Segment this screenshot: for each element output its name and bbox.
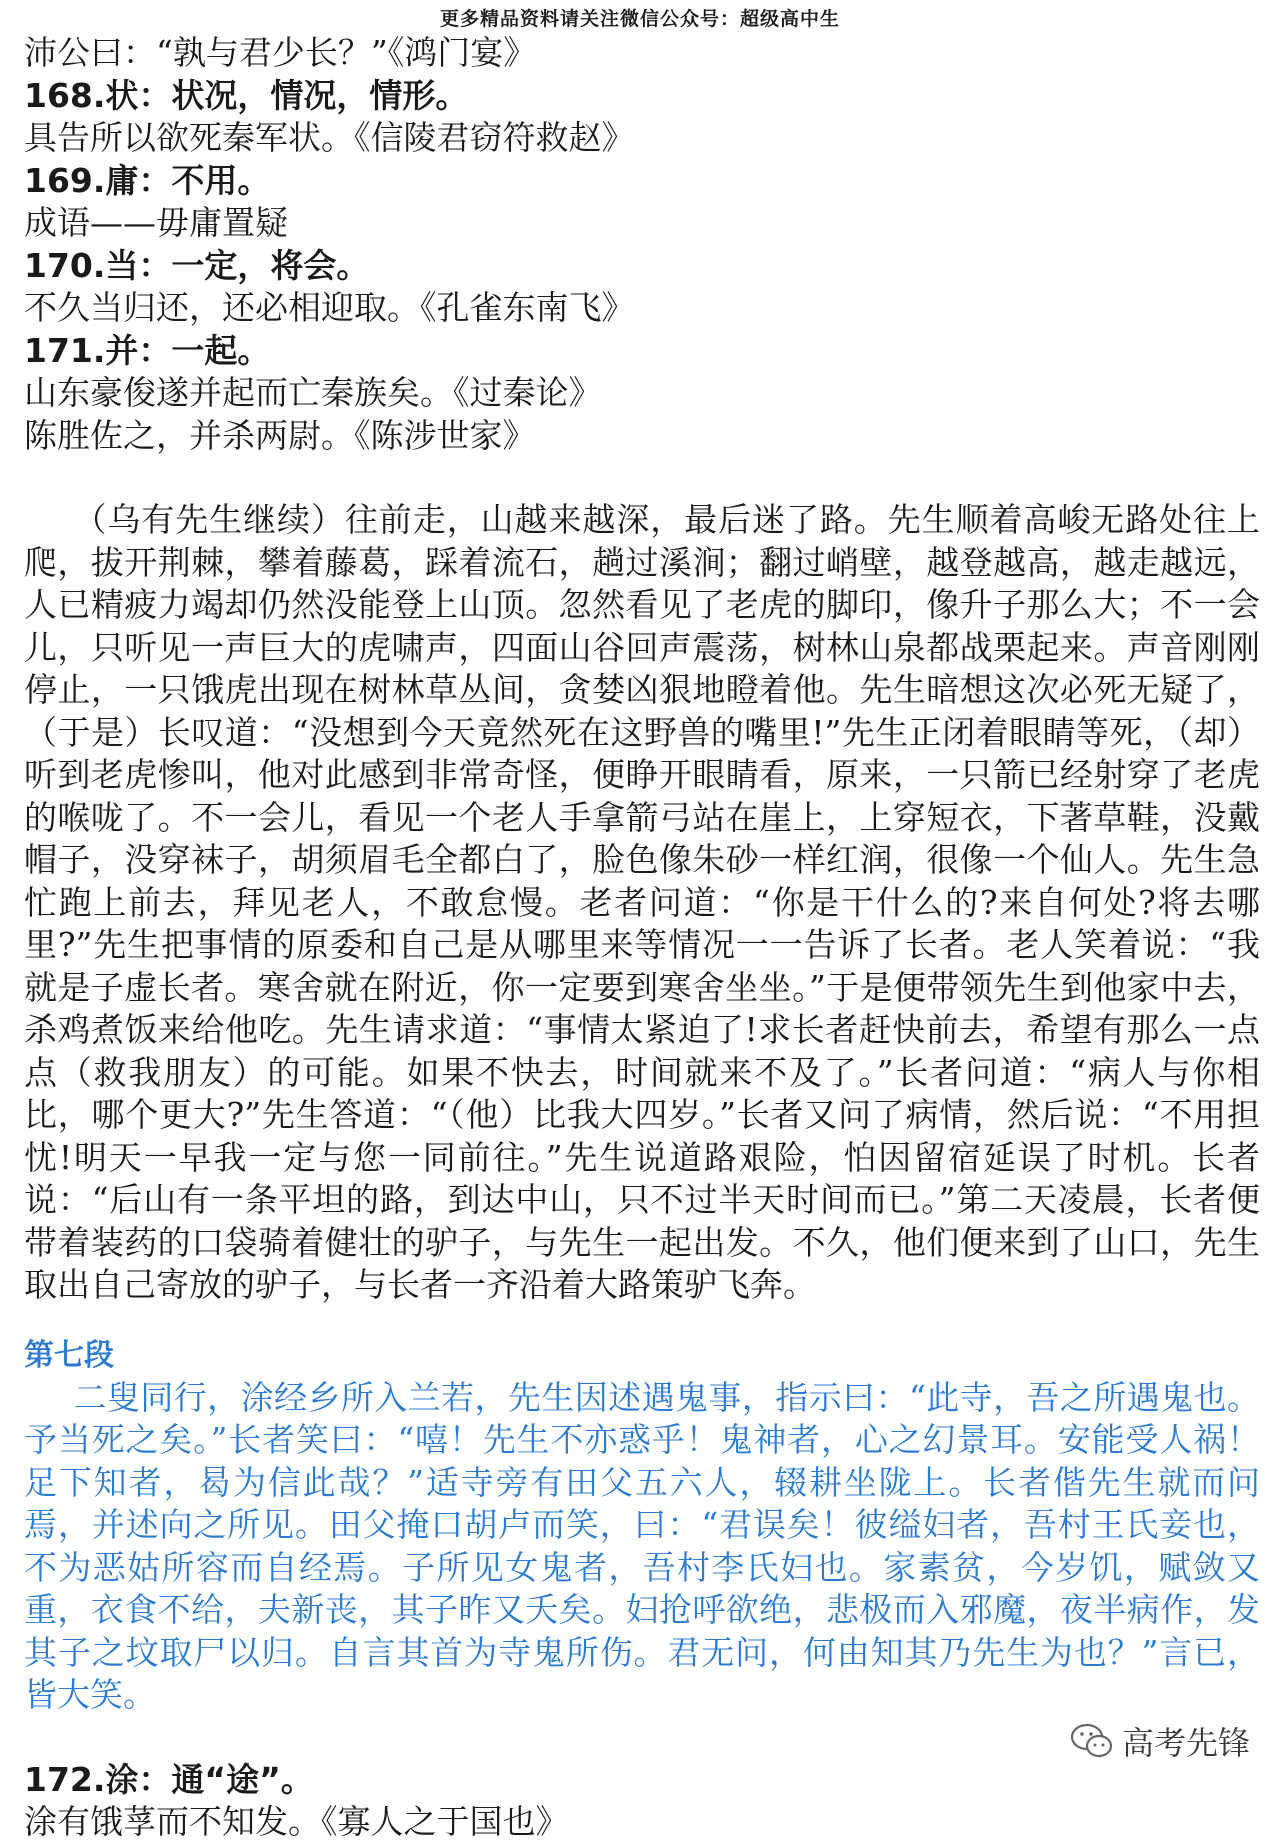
entry-heading-171: 171.并：一起。: [24, 330, 271, 370]
entry-heading-170: 170.当：一定，将会。: [24, 245, 370, 285]
quote-line: 山东豪俊遂并起而亡秦族矣。《过秦论》: [24, 373, 602, 412]
entry-heading-168: 168.状：状况，情况，情形。: [24, 75, 469, 115]
section-title: 第七段: [24, 1337, 114, 1373]
wechat-icon: [1070, 1722, 1114, 1760]
quote-line: 不久当归还，还必相迎取。《孔雀东南飞》: [24, 288, 635, 327]
entry-heading-169: 169.庸：不用。: [24, 160, 271, 200]
quote-line: 具告所以欲死秦军状。《信陵君窃符救赵》: [24, 118, 635, 157]
watermark-text: 高考先锋: [1121, 1724, 1250, 1762]
top-entries: [24, 32, 1260, 457]
watermark: [1070, 1718, 1250, 1764]
translation-paragraph: （乌有先生继续）往前走，山越来越深，最后迷了路。先生顺着高峻无路处往上爬，拔开荆棘，攀着藤葛，踩着流石，趟过溪涧；翻过峭壁，越登越高，越走越远，人已精疲力竭却仍然没能登上山顶。忽然看见了老虎的脚印，像升子那么大；不一会儿，只听见一声巨大的虎啸声，四面山谷回声震荡，树林山泉都战栗起来。声音刚刚停止，一只饿虎出现在树林草丛间，贪婪凶狠地瞪着他。先生暗想这次必死无疑了，（于是）长叹道：“没想到今天竟然死在这野兽的嘴里!”先生正闭着眼睛等死，（却）听到老虎惨叫，他对此感到非常奇怪，便睁开眼睛看，原来，一只箭已经射穿了老虎的喉咙了。不一会儿，看见一个老人手拿箭弓站在崖上，上穿短衣，下著草鞋，没戴帽子，没穿袜子，胡须眉毛全都白了，脸色像朱砂一样红润，很像一个仙人。先生急忙跑上前去，拜见老人，不敢怠慢。老者问道：“你是干什么的?来自何处?将去哪里?”先生把事情的原委和自己是从哪里来等情况一一告诉了长者。老人笑着说：“我就是子虚长者。寒舍就在附近，你一定要到寒舍坐坐。”于是便带领先生到他家中去，杀鸡煮饭来给他吃。先生请求道：“事情太紧迫了!求长者赶快前去，希望有那么一点点（救我朋友）的可能。如果不快去，时间就来不及了。”长者问道：“病人与你相比，哪个更大?”先生答道：“（他）比我大四岁。”长者又问了病情，然后说：“不用担忧!明天一早我一定与您一同前往。”先生说道路艰险，怕因留宿延误了时机。长者说：“后山有一条平坦的路，到达中山，只不过半天时间而已。”第二天凌晨，长者便带着装药的口袋骑着健壮的驴子，与先生一起出发。不久，他们便来到了山口，先生取出自己寄放的驴子，与长者一齐沿着大路策驴飞奔。: [24, 500, 1260, 1304]
bottom-entries: [24, 1759, 1260, 1844]
document-body: [24, 32, 1260, 1844]
section7-paragraph: 二叟同行，涂经乡所入兰若，先生因述遇鬼事，指示曰：“此寺，吾之所遇鬼也。予当死之矣。”长者笑曰：“嘻！先生不亦惑乎！鬼神者，心之幻景耳。安能受人祸！足下知者，曷为信此哉？”适寺旁有田父五六人，辍耕坐陇上。长者偕先生就而问焉，并述向之所见。田父掩口胡卢而笑，曰：“君误矣！彼缢妇者，吾村王氏妾也，不为恶姑所容而自经焉。子所见女鬼者，吾村李氏妇也。家素贫，今岁饥，赋敛又重，衣食不给，夫新丧，其子昨又夭矣。妇抢呼欲绝，悲极而入邪魔，夜半病作，发其子之坟取尸以归。自言其首为寺鬼所伤。君无问，何由知其乃先生为也？”言已，皆大笑。: [24, 1377, 1260, 1714]
quote-line: 涂有饿莩而不知发。《寡人之于国也》: [24, 1802, 569, 1841]
quote-line: 成语——毋庸置疑: [24, 203, 288, 242]
quote-line: 沛公曰：“孰与君少长？”《鸿门宴》: [24, 33, 537, 72]
page-header: 更多精品资料请关注微信公众号：超级高中生: [439, 8, 840, 30]
entry-heading-172: 172.涂：通“途”。: [24, 1759, 314, 1799]
quote-line: 陈胜佐之，并杀两尉。《陈涉世家》: [24, 415, 536, 455]
